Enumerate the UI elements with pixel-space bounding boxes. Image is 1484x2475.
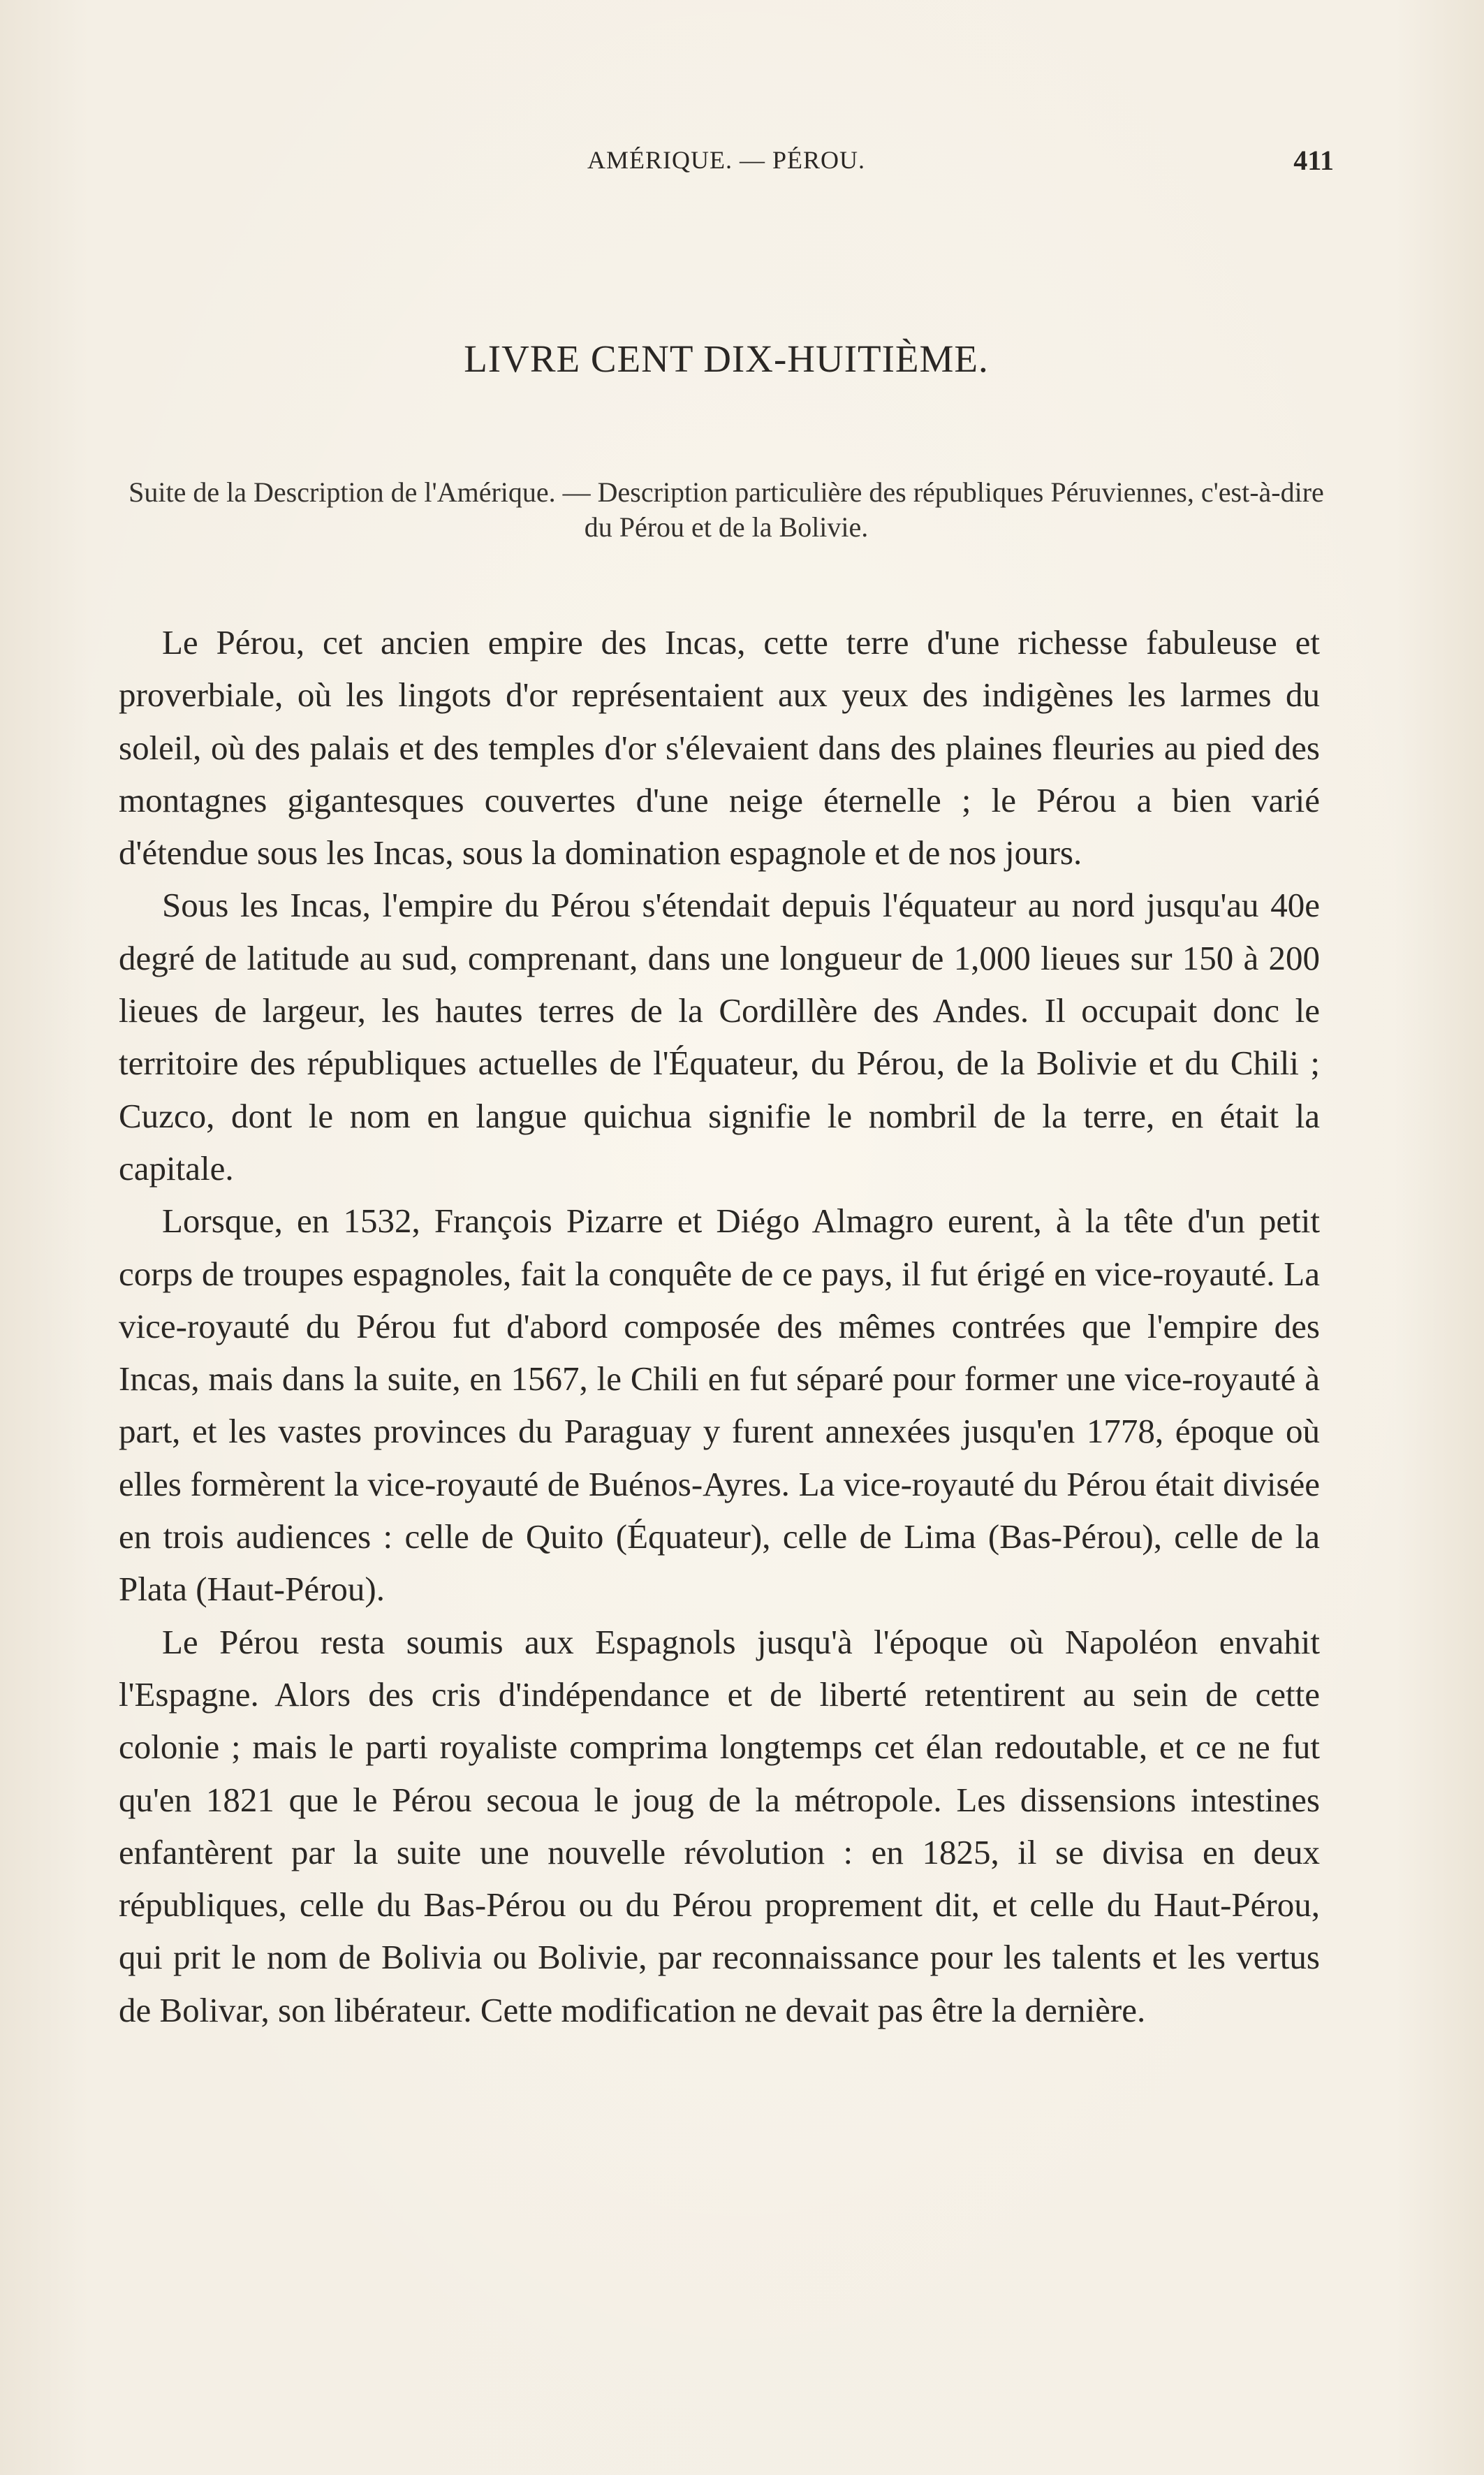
paragraph: Le Pérou resta soumis aux Espagnols jusqu'à l'époque où Napoléon envahit l'Espagne. Alors des cris d'indépendance et de liberté retentirent au sein de cette colonie ; mais le parti royaliste comprima longtemps cet élan redoutable, et ce ne fut qu'en 1821 que le Pérou secoua le joug de la métropole. Les dissensions intestines enfantèrent par la suite une nouvelle révolution : en 1825, il se divisa en deux républiques, celle du Bas-Pérou ou du Pérou proprement dit, et celle du Haut-Pérou, qui prit le nom de Bolivia ou Bolivie, par reconnaissance pour les talents et les vertus de Bolivar, son libérateur. Cette modification ne devait pas être la dernière. [119, 1622, 1320, 2029]
book-title: LIVRE CENT DIX-HUITIÈME. [464, 337, 989, 380]
paragraph: Lorsque, en 1532, François Pizarre et Diégo Almagro eurent, à la tête d'un petit corps de troupes espagnoles, fait la conquête de ce pays, il fut érigé en vice-royauté. La vice-royauté du Pérou fut d'abord composée des mêmes contrées que l'empire des Incas, mais dans la suite, en 1567, le Chili en fut séparé pour former une vice-royauté à part, et les vastes provinces du Paraguay y furent annexées jusqu'en 1778, époque où elles formèrent la vice-royauté de Buénos-Ayres. La vice-royauté du Pérou était divisée en trois audiences : celle de Quito (Équateur), celle de Lima (Bas-Pérou), celle de la Plata (Haut-Pérou). [119, 1202, 1320, 1609]
chapter-summary: Suite de la Description de l'Amérique. — Description particulière des républiques Péruviennes, c'est-à-dire du Pérou et de la Bolivie. [128, 476, 1324, 543]
paragraph: Le Pérou, cet ancien empire des Incas, cette terre d'une richesse fabuleuse et proverbiale, où les lingots d'or représentaient aux yeux des indigènes les larmes du soleil, où des palais et des temples d'or s'élevaient dans des plaines fleuries au pied des montagnes gigantesques couvertes d'une neige éternelle ; le Pérou a bien varié d'étendue sous les Incas, sous la domination espagnole et de nos jours. [119, 623, 1320, 873]
body-text [119, 616, 1320, 2036]
paragraph: Sous les Incas, l'empire du Pérou s'étendait depuis l'équateur au nord jusqu'au 40e degré de latitude au sud, comprenant, dans une longueur de 1,000 lieues sur 150 à 200 lieues de largeur, les hautes terres de la Cordillère des Andes. Il occupait donc le territoire des républiques actuelles de l'Équateur, du Pérou, de la Bolivie et du Chili ; Cuzco, dont le nom en langue quichua signifie le nombril de la terre, en était la capitale. [119, 886, 1320, 1188]
page-number: 411 [1293, 145, 1334, 176]
running-head [119, 145, 1334, 187]
running-title: AMÉRIQUE. — PÉROU. [587, 146, 865, 174]
